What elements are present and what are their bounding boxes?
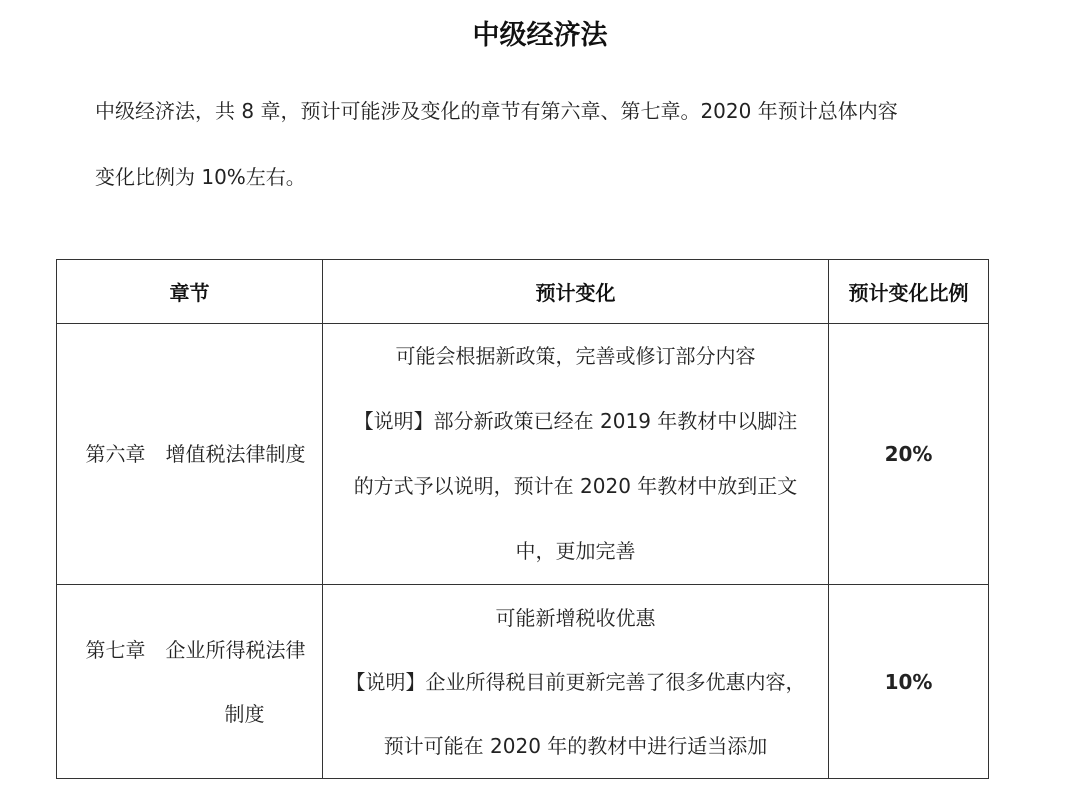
ratio-cell: 20% bbox=[829, 324, 989, 585]
change-text: 【说明】部分新政策已经在 2019 年教材中以脚注 bbox=[353, 409, 798, 433]
chapter-text: 制度 bbox=[224, 701, 265, 726]
table-row bbox=[57, 585, 989, 779]
table-header-row bbox=[57, 260, 989, 324]
chapter-cell bbox=[57, 585, 323, 779]
change-text: 中，更加完善 bbox=[515, 539, 636, 563]
change-text: 可能会根据新政策，完善或修订部分内容 bbox=[395, 344, 756, 368]
header-expected-change: 预计变化 bbox=[323, 260, 829, 324]
change-cell bbox=[323, 585, 829, 779]
chapter-text: 第六章 增值税法律制度 bbox=[85, 441, 306, 466]
header-change-ratio: 预计变化比例 bbox=[829, 260, 989, 324]
change-cell bbox=[323, 324, 829, 585]
table-row bbox=[57, 324, 989, 585]
change-text: 的方式予以说明，预计在 2020 年教材中放到正文 bbox=[353, 474, 798, 498]
change-text: 预计可能在 2020 年的教材中进行适当添加 bbox=[383, 733, 768, 758]
header-chapter: 章节 bbox=[57, 260, 323, 324]
intro-line: 中级经济法，共 8 章，预计可能涉及变化的章节有第六章、第七章。2020 年预计总体内容 bbox=[95, 99, 898, 123]
chapter-cell bbox=[57, 324, 323, 585]
intro-paragraph bbox=[95, 78, 995, 210]
chapter-text: 第七章 企业所得税法律 bbox=[85, 637, 306, 662]
document-title: 中级经济法 bbox=[472, 20, 608, 51]
intro-line: 变化比例为 10%左右。 bbox=[95, 165, 306, 189]
ratio-cell: 10% bbox=[829, 585, 989, 779]
change-text: 可能新增税收优惠 bbox=[495, 605, 656, 630]
change-text: 【说明】企业所得税目前更新完善了很多优惠内容， bbox=[345, 669, 806, 694]
change-table bbox=[56, 259, 989, 779]
